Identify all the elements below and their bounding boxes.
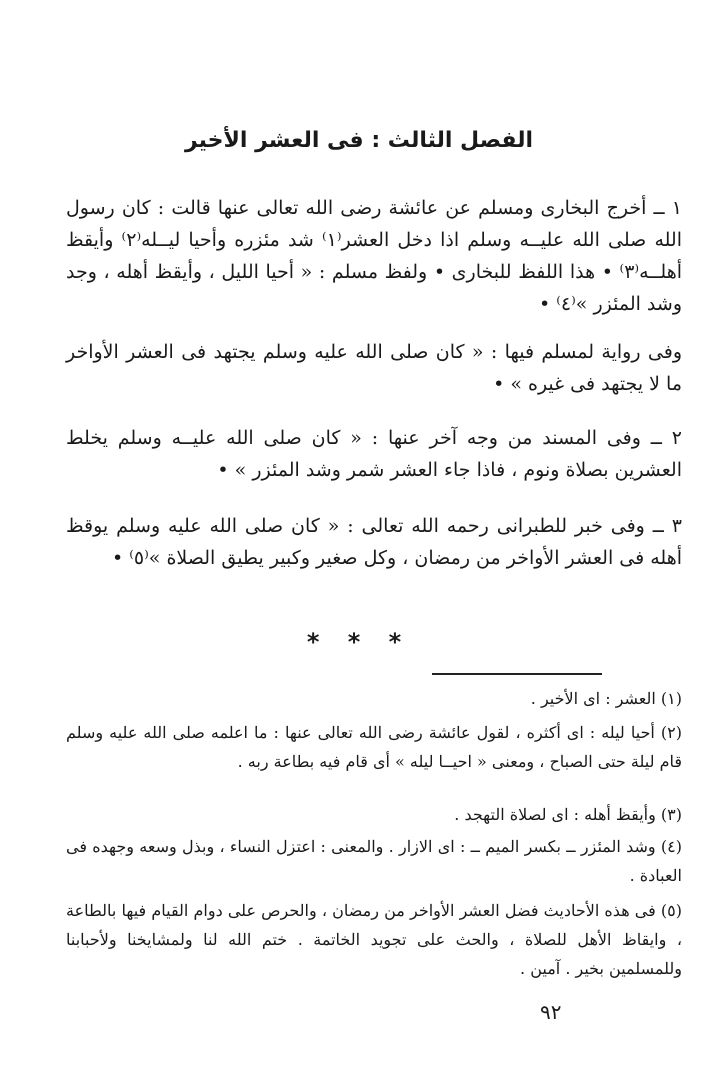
chapter-title: الفصل الثالث : فى العشر الأخير — [184, 128, 534, 153]
footnote-2: (٢) أحيا ليله : اى أكثره ، لقول عائشة رضى الله تعالى عنها : ما اعلمه صلى الله عليه وسلم قام ليلة حتى الصباح ، ومعنى « احيــا ليله » أى قام فيه بطاعة ربه . — [66, 723, 683, 771]
section-separator: * * * — [306, 628, 412, 656]
footnote-1: (١) العشر : اى الأخير . — [530, 689, 682, 708]
hadith-paragraph-3: ٢ ــ وفى المسند من وجه آخر عنها : « كان صلى الله عليــه وسلم يخلط العشرين بصلاة ونوم ، فاذا جاء العشر شمر وشد المئزر » • — [66, 427, 682, 481]
footnote-3: (٣) وأيقظ أهله : اى لصلاة التهجد . — [454, 805, 682, 824]
footnote-divider — [432, 673, 602, 675]
hadith-paragraph-1: ١ ــ أخرج البخارى ومسلم عن عائشة رضى الله تعالى عنها قالت : كان رسول الله صلى الله عليــه وسلم اذا دخل العشر⁽١⁾ شد مئزره وأحيا ليــله⁽٢⁾ وأيقظ أهلــه⁽٣⁾ • هذا اللفظ للبخارى • ولفظ مسلم : « أحيا الليل ، وأيقظ أهله ، وجد وشد المئزر »⁽٤⁾ • — [66, 197, 682, 315]
hadith-paragraph-2: وفى رواية لمسلم فيها : « كان صلى الله عليه وسلم يجتهد فى العشر الأواخر ما لا يجتهد فى غيره » • — [66, 341, 682, 395]
page-number: ٩٢ — [540, 1000, 562, 1024]
hadith-paragraph-4: ٣ ــ وفى خبر للطبرانى رحمه الله تعالى : « كان صلى الله عليه وسلم يوقظ أهله فى العشر الأواخر من رمضان ، وكل صغير وكبير يطيق الصلاة »⁽٥⁾ • — [66, 515, 682, 569]
footnote-5: (٥) فى هذه الأحاديث فضل العشر الأواخر من رمضان ، والحرص على دوام القيام فيها بالطاعة ، وايقاظ الأهل للصلاة ، والحث على تجويد الخاتمة . ختم الله لنا ولمشايخنا ولأحبابنا وللمسلمين بخير . آمين . — [66, 901, 682, 978]
footnote-4: (٤) وشد المئزر ــ بكسر الميم ــ : اى الازار . والمعنى : اعتزل النساء ، وبذل وسعه وجهده فى العبادة . — [66, 837, 682, 885]
